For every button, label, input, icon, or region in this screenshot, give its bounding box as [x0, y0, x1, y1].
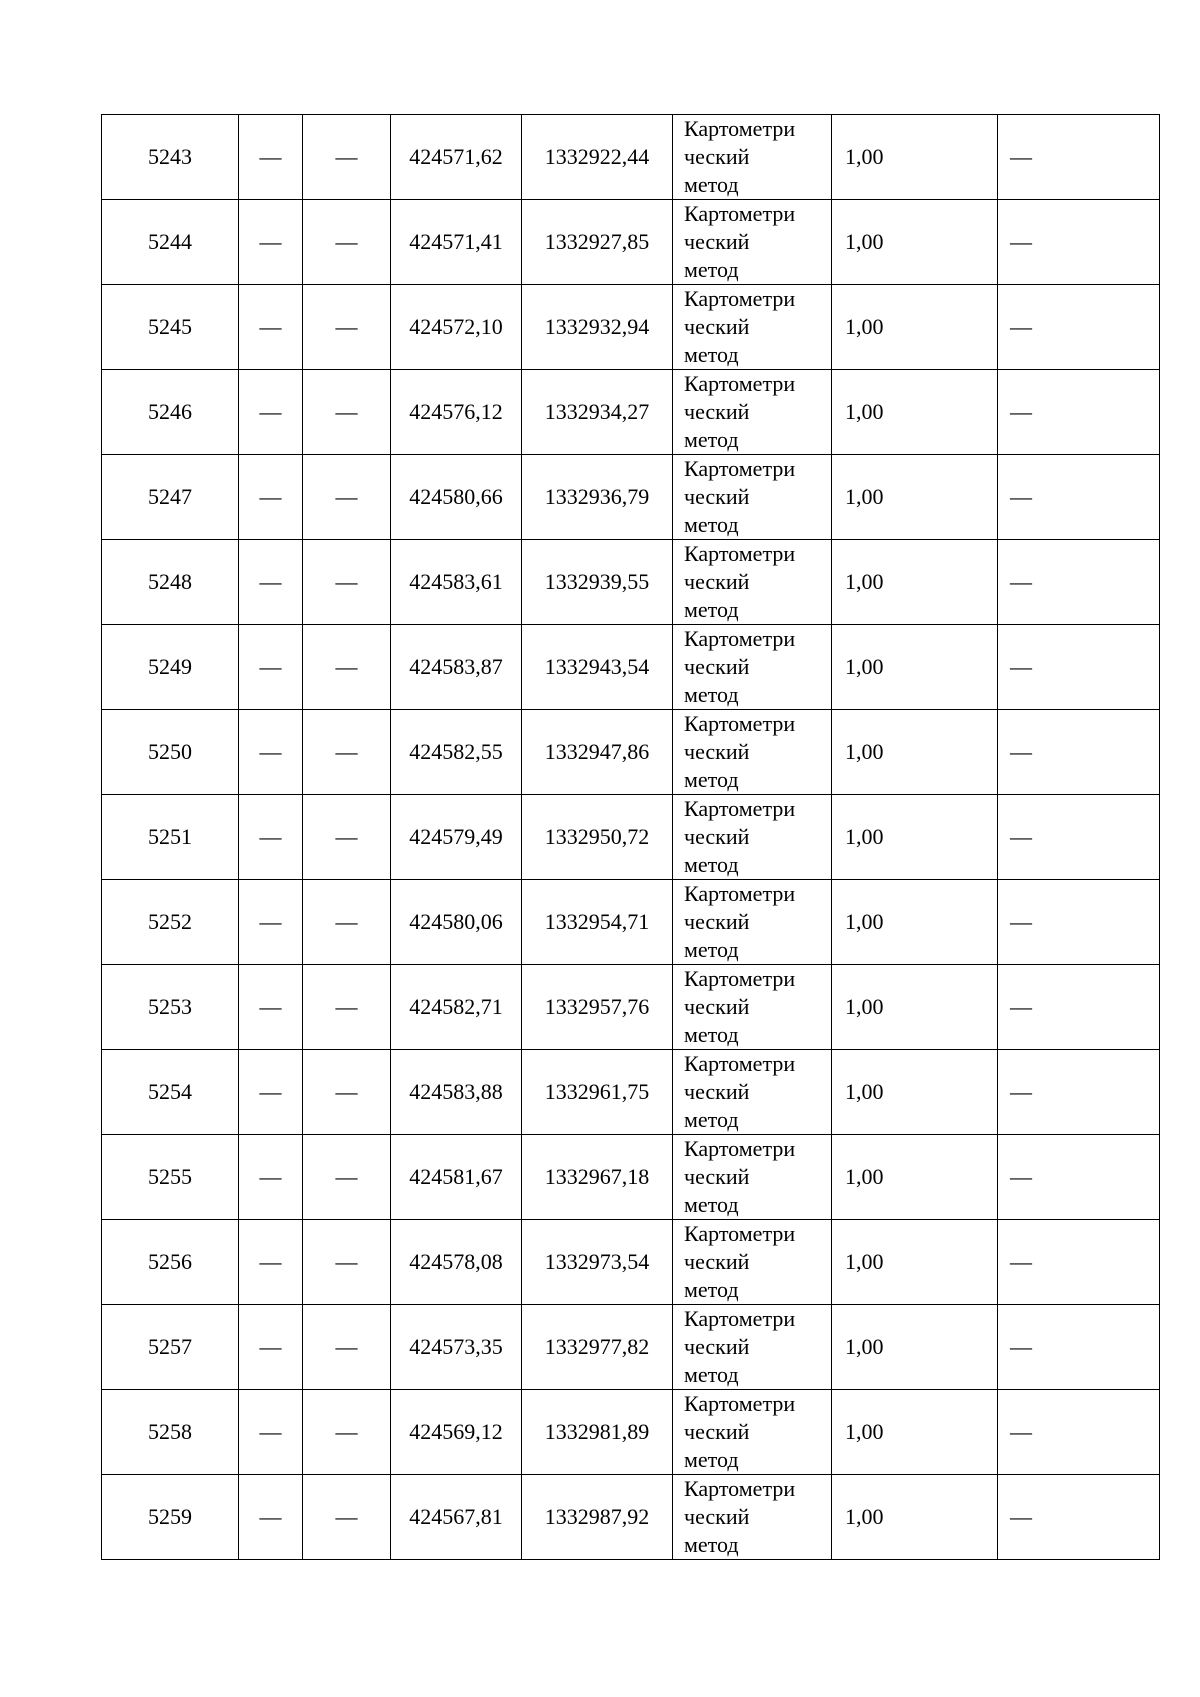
method-cell [673, 710, 832, 795]
y-coordinate-cell: 1332943,54 [522, 625, 673, 710]
y-coordinate-cell: 1332977,82 [522, 1305, 673, 1390]
method-cell [673, 1135, 832, 1220]
x-coordinate-cell: 424582,55 [391, 710, 522, 795]
point-number-cell: 5254 [102, 1050, 239, 1135]
dash-cell: — [239, 115, 303, 200]
table-row [102, 1305, 1160, 1390]
method-line: метод [684, 172, 739, 197]
x-coordinate-cell: 424582,71 [391, 965, 522, 1050]
y-coordinate-cell: 1332973,54 [522, 1220, 673, 1305]
accuracy-cell: 1,00 [832, 795, 998, 880]
dash-cell: — [303, 795, 391, 880]
x-coordinate-cell: 424580,66 [391, 455, 522, 540]
point-number-cell: 5251 [102, 795, 239, 880]
y-coordinate-cell: 1332922,44 [522, 115, 673, 200]
dash-cell: — [998, 1050, 1160, 1135]
dash-cell: — [303, 1475, 391, 1560]
method-line: ческий [684, 1164, 750, 1189]
method-line: Картометри [684, 371, 796, 396]
method-line: метод [684, 257, 739, 282]
point-number-cell: 5243 [102, 115, 239, 200]
point-number-cell: 5247 [102, 455, 239, 540]
dash-cell: — [303, 625, 391, 710]
method-line: ческий [684, 569, 750, 594]
dash-cell: — [998, 1220, 1160, 1305]
dash-cell: — [239, 965, 303, 1050]
accuracy-cell: 1,00 [832, 1390, 998, 1475]
y-coordinate-cell: 1332981,89 [522, 1390, 673, 1475]
dash-cell: — [303, 880, 391, 965]
dash-cell: — [998, 200, 1160, 285]
accuracy-cell: 1,00 [832, 880, 998, 965]
dash-cell: — [303, 710, 391, 795]
coordinates-table [101, 114, 1160, 1560]
method-line: Картометри [684, 541, 796, 566]
x-coordinate-cell: 424581,67 [391, 1135, 522, 1220]
table-row [102, 880, 1160, 965]
point-number-cell: 5252 [102, 880, 239, 965]
method-line: ческий [684, 229, 750, 254]
dash-cell: — [239, 370, 303, 455]
x-coordinate-cell: 424571,62 [391, 115, 522, 200]
method-cell [673, 1390, 832, 1475]
table-body [102, 115, 1160, 1560]
point-number-cell: 5256 [102, 1220, 239, 1305]
dash-cell: — [303, 455, 391, 540]
y-coordinate-cell: 1332987,92 [522, 1475, 673, 1560]
dash-cell: — [998, 965, 1160, 1050]
y-coordinate-cell: 1332934,27 [522, 370, 673, 455]
point-number-cell: 5257 [102, 1305, 239, 1390]
dash-cell: — [239, 795, 303, 880]
table-row [102, 455, 1160, 540]
method-line: Картометри [684, 456, 796, 481]
dash-cell: — [303, 1135, 391, 1220]
accuracy-cell: 1,00 [832, 965, 998, 1050]
table-row [102, 540, 1160, 625]
method-cell [673, 880, 832, 965]
dash-cell: — [239, 710, 303, 795]
dash-cell: — [239, 1220, 303, 1305]
method-line: Картометри [684, 1476, 796, 1501]
dash-cell: — [239, 880, 303, 965]
x-coordinate-cell: 424571,41 [391, 200, 522, 285]
method-cell [673, 455, 832, 540]
method-line: метод [684, 852, 739, 877]
method-line: метод [684, 597, 739, 622]
method-cell [673, 1305, 832, 1390]
method-line: ческий [684, 314, 750, 339]
point-number-cell: 5255 [102, 1135, 239, 1220]
dash-cell: — [303, 965, 391, 1050]
method-line: ческий [684, 654, 750, 679]
dash-cell: — [239, 285, 303, 370]
table-row [102, 1135, 1160, 1220]
point-number-cell: 5248 [102, 540, 239, 625]
method-line: Картометри [684, 881, 796, 906]
y-coordinate-cell: 1332927,85 [522, 200, 673, 285]
method-line: метод [684, 682, 739, 707]
point-number-cell: 5246 [102, 370, 239, 455]
x-coordinate-cell: 424579,49 [391, 795, 522, 880]
method-cell [673, 540, 832, 625]
method-line: ческий [684, 909, 750, 934]
method-cell [673, 200, 832, 285]
accuracy-cell: 1,00 [832, 1050, 998, 1135]
accuracy-cell: 1,00 [832, 115, 998, 200]
method-line: Картометри [684, 966, 796, 991]
dash-cell: — [239, 625, 303, 710]
method-line: ческий [684, 399, 750, 424]
method-line: метод [684, 1447, 739, 1472]
method-line: ческий [684, 824, 750, 849]
method-cell [673, 285, 832, 370]
accuracy-cell: 1,00 [832, 625, 998, 710]
method-cell [673, 625, 832, 710]
dash-cell: — [303, 200, 391, 285]
dash-cell: — [303, 370, 391, 455]
table-row [102, 285, 1160, 370]
point-number-cell: 5244 [102, 200, 239, 285]
method-line: Картометри [684, 286, 796, 311]
method-cell [673, 1220, 832, 1305]
table-row [102, 1220, 1160, 1305]
dash-cell: — [998, 540, 1160, 625]
method-line: метод [684, 1107, 739, 1132]
dash-cell: — [998, 1305, 1160, 1390]
x-coordinate-cell: 424572,10 [391, 285, 522, 370]
table-row [102, 710, 1160, 795]
method-line: Картометри [684, 711, 796, 736]
dash-cell: — [998, 285, 1160, 370]
dash-cell: — [303, 1390, 391, 1475]
method-line: ческий [684, 739, 750, 764]
method-line: Картометри [684, 1221, 796, 1246]
method-line: метод [684, 512, 739, 537]
y-coordinate-cell: 1332939,55 [522, 540, 673, 625]
dash-cell: — [998, 625, 1160, 710]
method-line: Картометри [684, 796, 796, 821]
method-line: ческий [684, 994, 750, 1019]
method-line: Картометри [684, 116, 796, 141]
point-number-cell: 5259 [102, 1475, 239, 1560]
y-coordinate-cell: 1332950,72 [522, 795, 673, 880]
method-line: метод [684, 767, 739, 792]
table-row [102, 1390, 1160, 1475]
dash-cell: — [239, 1305, 303, 1390]
point-number-cell: 5245 [102, 285, 239, 370]
table-row [102, 200, 1160, 285]
x-coordinate-cell: 424567,81 [391, 1475, 522, 1560]
method-cell [673, 1050, 832, 1135]
accuracy-cell: 1,00 [832, 200, 998, 285]
dash-cell: — [998, 1135, 1160, 1220]
dash-cell: — [303, 1050, 391, 1135]
y-coordinate-cell: 1332967,18 [522, 1135, 673, 1220]
method-line: ческий [684, 1249, 750, 1274]
dash-cell: — [239, 540, 303, 625]
table-row [102, 1475, 1160, 1560]
x-coordinate-cell: 424576,12 [391, 370, 522, 455]
dash-cell: — [998, 370, 1160, 455]
dash-cell: — [998, 710, 1160, 795]
dash-cell: — [239, 1135, 303, 1220]
method-line: Картометри [684, 201, 796, 226]
table-row [102, 1050, 1160, 1135]
y-coordinate-cell: 1332954,71 [522, 880, 673, 965]
dash-cell: — [998, 795, 1160, 880]
dash-cell: — [303, 115, 391, 200]
y-coordinate-cell: 1332947,86 [522, 710, 673, 795]
dash-cell: — [239, 1390, 303, 1475]
dash-cell: — [998, 1390, 1160, 1475]
table-row [102, 625, 1160, 710]
method-line: метод [684, 1022, 739, 1047]
dash-cell: — [998, 455, 1160, 540]
dash-cell: — [998, 115, 1160, 200]
table-row [102, 965, 1160, 1050]
dash-cell: — [998, 1475, 1160, 1560]
dash-cell: — [303, 540, 391, 625]
table-row [102, 370, 1160, 455]
accuracy-cell: 1,00 [832, 710, 998, 795]
y-coordinate-cell: 1332957,76 [522, 965, 673, 1050]
y-coordinate-cell: 1332936,79 [522, 455, 673, 540]
method-line: ческий [684, 1504, 750, 1529]
dash-cell: — [303, 285, 391, 370]
point-number-cell: 5253 [102, 965, 239, 1050]
x-coordinate-cell: 424583,87 [391, 625, 522, 710]
dash-cell: — [303, 1220, 391, 1305]
table-row [102, 795, 1160, 880]
method-line: ческий [684, 1419, 750, 1444]
method-line: метод [684, 1277, 739, 1302]
accuracy-cell: 1,00 [832, 540, 998, 625]
dash-cell: — [303, 1305, 391, 1390]
method-line: метод [684, 1532, 739, 1557]
method-cell [673, 370, 832, 455]
y-coordinate-cell: 1332932,94 [522, 285, 673, 370]
accuracy-cell: 1,00 [832, 370, 998, 455]
x-coordinate-cell: 424583,61 [391, 540, 522, 625]
accuracy-cell: 1,00 [832, 1305, 998, 1390]
x-coordinate-cell: 424578,08 [391, 1220, 522, 1305]
dash-cell: — [998, 880, 1160, 965]
method-cell [673, 965, 832, 1050]
method-line: ческий [684, 1334, 750, 1359]
dash-cell: — [239, 1050, 303, 1135]
accuracy-cell: 1,00 [832, 1220, 998, 1305]
x-coordinate-cell: 424573,35 [391, 1305, 522, 1390]
accuracy-cell: 1,00 [832, 1135, 998, 1220]
x-coordinate-cell: 424583,88 [391, 1050, 522, 1135]
method-line: метод [684, 937, 739, 962]
method-line: метод [684, 1192, 739, 1217]
table-row [102, 115, 1160, 200]
point-number-cell: 5250 [102, 710, 239, 795]
method-cell [673, 115, 832, 200]
method-cell [673, 795, 832, 880]
y-coordinate-cell: 1332961,75 [522, 1050, 673, 1135]
method-line: метод [684, 1362, 739, 1387]
accuracy-cell: 1,00 [832, 455, 998, 540]
method-line: ческий [684, 144, 750, 169]
x-coordinate-cell: 424569,12 [391, 1390, 522, 1475]
method-line: Картометри [684, 1391, 796, 1416]
method-line: ческий [684, 1079, 750, 1104]
point-number-cell: 5249 [102, 625, 239, 710]
method-line: метод [684, 342, 739, 367]
x-coordinate-cell: 424580,06 [391, 880, 522, 965]
method-cell [673, 1475, 832, 1560]
method-line: Картометри [684, 1051, 796, 1076]
method-line: метод [684, 427, 739, 452]
dash-cell: — [239, 200, 303, 285]
dash-cell: — [239, 455, 303, 540]
method-line: ческий [684, 484, 750, 509]
point-number-cell: 5258 [102, 1390, 239, 1475]
method-line: Картометри [684, 626, 796, 651]
dash-cell: — [239, 1475, 303, 1560]
method-line: Картометри [684, 1306, 796, 1331]
accuracy-cell: 1,00 [832, 1475, 998, 1560]
method-line: Картометри [684, 1136, 796, 1161]
accuracy-cell: 1,00 [832, 285, 998, 370]
